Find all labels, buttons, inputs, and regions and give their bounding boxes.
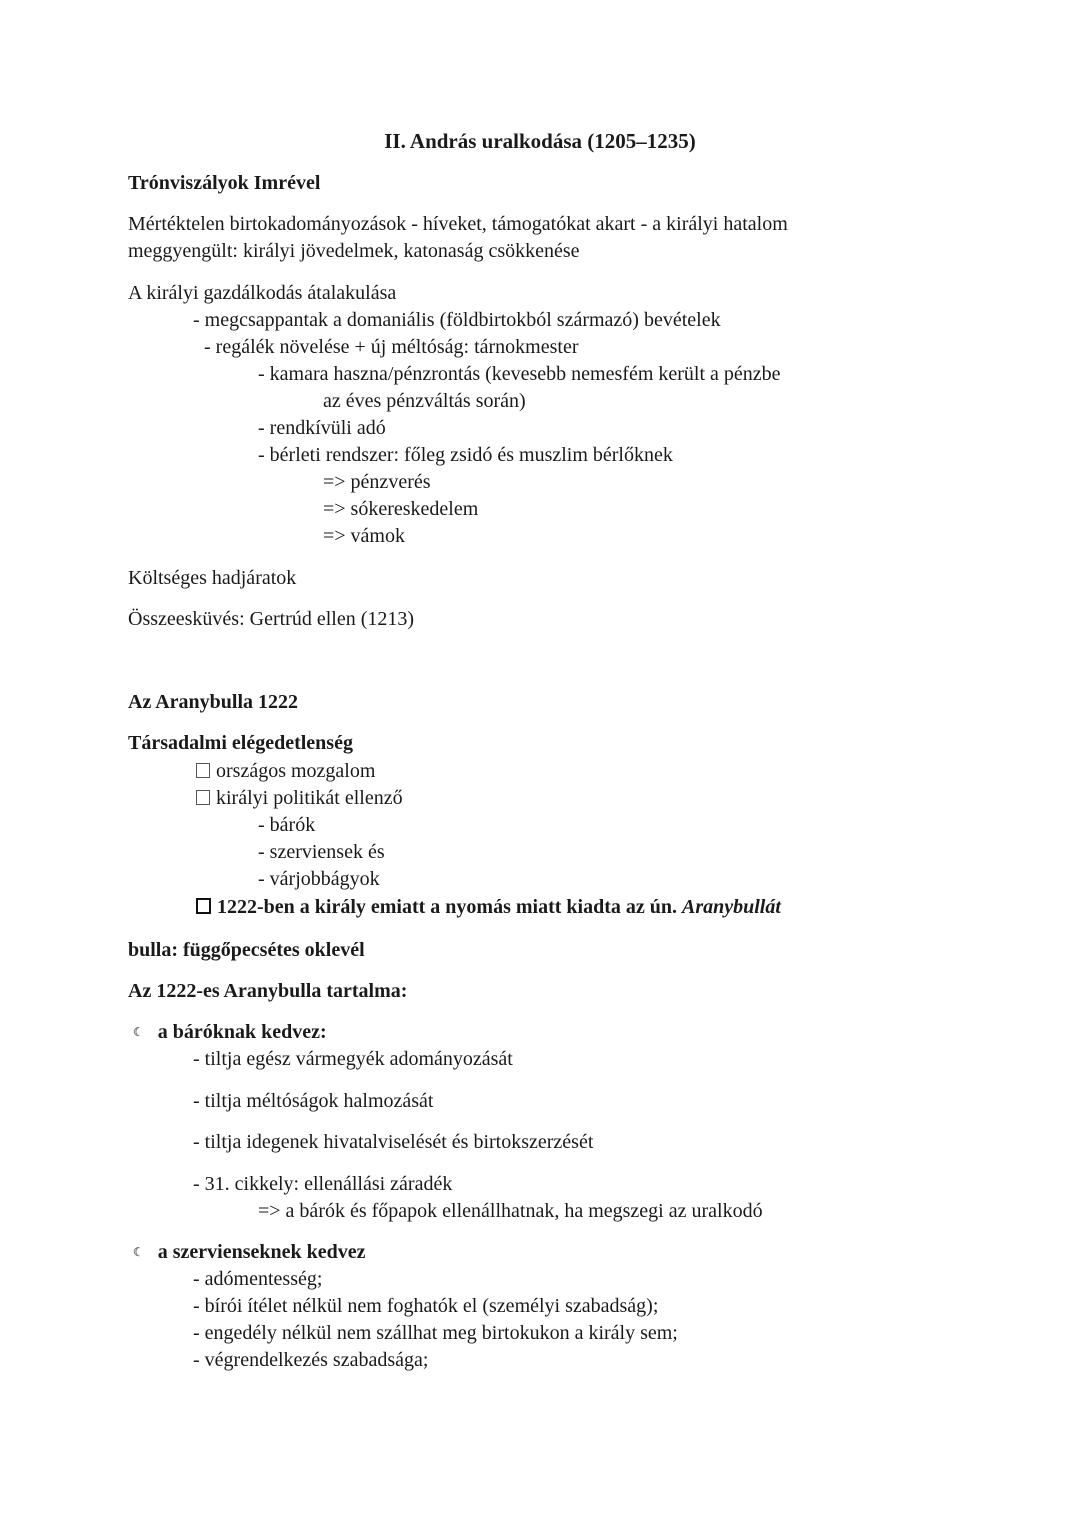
list-item: - adómentesség;	[193, 1268, 323, 1290]
barok-heading-label: a báróknak kedvez:	[157, 1021, 327, 1043]
checkbox-icon	[196, 763, 210, 778]
list-item: - végrendelkezés szabadsága;	[193, 1349, 429, 1371]
subheading-tartalma: Az 1222-es Aranybulla tartalma:	[128, 980, 408, 1002]
list-item: - rendkívüli adó	[258, 417, 386, 439]
box-list-item	[196, 785, 403, 812]
box-list-item-kiadta	[196, 894, 781, 921]
list-item: - tiltja egész vármegyék adományozását	[193, 1048, 513, 1070]
list-item-continuation: az éves pénzváltás során)	[323, 390, 526, 412]
checkbox-icon	[196, 790, 210, 805]
moon-bullet-icon: ☾	[133, 1025, 144, 1039]
paragraph-line: Mértéktelen birtokadományozások - híveket, támogatókat akart - a királyi hatalom	[128, 213, 788, 235]
szerv-heading-label: a szervienseknek kedvez	[157, 1241, 366, 1263]
list-item: - bírói ítélet nélkül nem foghatók el (személyi szabadság);	[193, 1295, 659, 1317]
list-item: - engedély nélkül nem szállhat meg birtokukon a király sem;	[193, 1322, 678, 1344]
checkbox-icon	[196, 898, 211, 914]
definition-bulla: bulla: függőpecsétes oklevél	[128, 939, 365, 961]
list-item-arrow: => a bárók és főpapok ellenállhatnak, ha megszegi az uralkodó	[258, 1200, 763, 1222]
list-item: - tiltja idegenek hivatalviselését és birtokszerzését	[193, 1131, 594, 1153]
kiadta-text: 1222-ben a király emiatt a nyomás miatt kiadta az ún.	[217, 896, 682, 918]
section-heading-aranybulla: Az Aranybulla 1222	[128, 691, 299, 713]
aranybullat-italic: Aranybullát	[682, 896, 781, 918]
page-title: II. András uralkodása (1205–1235)	[384, 129, 696, 153]
box-item-label: királyi politikát ellenző	[216, 787, 403, 809]
paragraph-line: meggyengült: királyi jövedelmek, katonaság csökkenése	[128, 240, 580, 262]
list-item: - tiltja méltóságok halmozását	[193, 1090, 434, 1112]
bullet-heading-szerv	[133, 1239, 366, 1266]
text-koltseges-hadjaratok: Költséges hadjáratok	[128, 567, 297, 589]
list-item: - bárók	[258, 814, 316, 836]
list-item-arrow: => vámok	[323, 525, 405, 547]
subheading-gazdalkodas: A királyi gazdálkodás átalakulása	[128, 282, 397, 304]
list-item: - bérleti rendszer: főleg zsidó és muszlim bérlőknek	[258, 444, 673, 466]
list-item-arrow: => pénzverés	[323, 471, 431, 493]
list-item: - regálék növelése + új méltóság: tárnokmester	[204, 336, 579, 358]
list-item: - várjobbágyok	[258, 868, 380, 890]
list-item: - kamara haszna/pénzrontás (kevesebb nemesfém került a pénzbe	[258, 363, 781, 385]
list-item-arrow: => sókereskedelem	[323, 498, 479, 520]
moon-bullet-icon: ☾	[133, 1245, 144, 1259]
list-item: - szerviensek és	[258, 841, 385, 863]
list-item: - megcsappantak a domaniális (földbirtokból származó) bevételek	[193, 309, 721, 331]
box-item-label: országos mozgalom	[216, 760, 376, 782]
text-osszeeskuves: Összeesküvés: Gertrúd ellen (1213)	[128, 608, 415, 630]
subheading-tarsadalmi: Társadalmi elégedetlenség	[128, 732, 353, 754]
bullet-heading-barok	[133, 1019, 327, 1046]
box-list-item	[196, 758, 375, 785]
section-heading-tronviszalyok: Trónviszályok Imrével	[128, 172, 321, 194]
list-item: - 31. cikkely: ellenállási záradék	[193, 1173, 453, 1195]
